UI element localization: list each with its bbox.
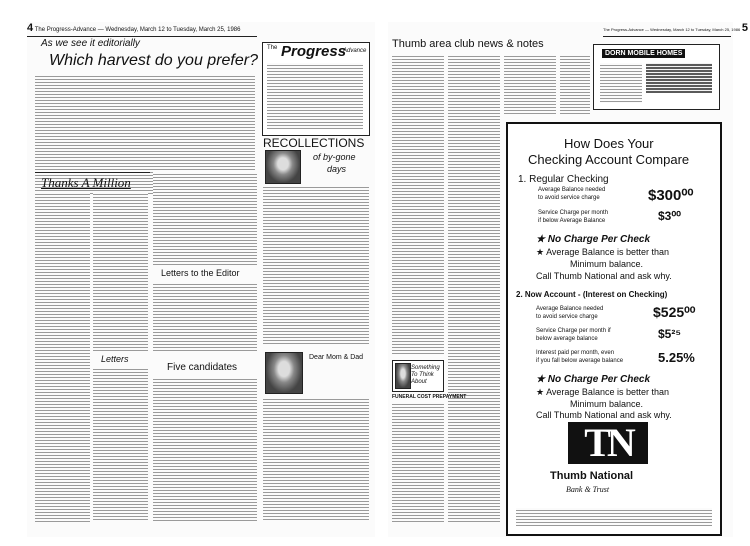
club-column-4: [560, 54, 590, 114]
bank-name: Thumb National: [550, 470, 634, 482]
s1-point-2b: Minimum balance.: [570, 259, 644, 269]
bank-branches: [516, 508, 712, 526]
s2-point-2b: Minimum balance.: [570, 399, 644, 409]
mobile-home-drawing: [646, 63, 712, 93]
left-folio: [27, 22, 240, 34]
funeral-heading: FUNERAL COST PREPAYMENT: [392, 394, 467, 400]
masthead-prefix: The: [267, 45, 278, 51]
thanks-column-1: [35, 192, 90, 522]
s1-fee-amount: $3⁰⁰: [658, 209, 681, 223]
section-1-heading: 1. Regular Checking: [518, 174, 609, 185]
s1-avg-label-1: Average Balance needed: [538, 187, 606, 193]
ad-title-2: Checking Account Compare: [528, 152, 690, 167]
left-folio-text: The Progress-Advance — Wednesday, March 12 to Tuesday, March 25, 1986: [34, 27, 241, 33]
thanks-headline: Thanks A Million: [41, 175, 131, 190]
s2-avg-label-1: Average Balance needed: [536, 306, 604, 312]
thanks-rule: [35, 172, 150, 173]
dear-heading: Dear Mom & Dad: [309, 354, 364, 361]
bank-sub: Bank & Trust: [566, 485, 610, 494]
think-about-box: [392, 360, 444, 392]
five-candidates-heading: Five candidates: [167, 362, 238, 373]
thanks-column-2: [93, 192, 148, 352]
s2-int-rate: 5.25%: [658, 350, 695, 365]
s2-fee-label-2: below average balance: [536, 336, 598, 342]
right-page-number: 5: [741, 22, 748, 34]
s1-avg-amount: $300⁰⁰: [648, 187, 694, 204]
ad-title-1: How Does Your: [564, 136, 654, 151]
bank-ad: [506, 122, 722, 536]
letters-to-editor-body: [153, 282, 257, 352]
masthead-name: Progress: [281, 43, 347, 60]
club-column-3: [504, 54, 556, 114]
masthead-suffix: Advance: [343, 48, 367, 54]
club-column-2: [448, 54, 500, 524]
letters-body: [93, 367, 148, 522]
s2-avg-amount: $525⁰⁰: [653, 304, 696, 320]
s1-call: Call Thumb National and ask why.: [536, 271, 672, 281]
club-column-1: [392, 54, 444, 354]
s1-fee-label-2: if below Average Balance: [538, 218, 606, 224]
club-news-headline: Thumb area club news & notes: [392, 38, 544, 50]
letters-heading: Letters: [101, 354, 129, 364]
right-newspaper-page: [388, 22, 748, 537]
s2-call: Call Thumb National and ask why.: [536, 410, 672, 420]
left-newspaper-page: [27, 22, 375, 537]
letters-to-editor-heading: Letters to the Editor: [161, 268, 240, 278]
think-about-title: Something To Think About: [411, 365, 440, 385]
recollections-body: [263, 185, 369, 345]
folio-rule: [27, 36, 257, 37]
center-story: [153, 172, 257, 267]
mobile-homes-text: [600, 63, 642, 103]
masthead-box: [262, 42, 370, 136]
s2-fee-label-1: Service Charge per month if: [536, 328, 611, 334]
recollections-photo: [265, 150, 301, 184]
editorial-headline: Which harvest do you prefer?: [49, 52, 258, 69]
right-folio-rule: [603, 36, 731, 37]
s1-fee-label-1: Service Charge per month: [538, 210, 609, 216]
candidates-body: [153, 377, 257, 522]
thumb-national-logo: TN: [568, 422, 648, 464]
section-2-heading: 2. Now Account - (Interest on Checking): [516, 290, 668, 299]
s2-int-label-2: if you fall below average balance: [536, 358, 624, 364]
editorial-tag: As we see it editorially: [41, 38, 140, 49]
funeral-body: [392, 402, 444, 524]
right-folio-text: The Progress-Advance — Wednesday, March 12 to Tuesday, March 25, 1986: [603, 27, 741, 32]
s2-avg-label-2: to avoid service charge: [536, 314, 598, 320]
s2-point-1: ★ No Charge Per Check: [536, 374, 650, 385]
right-folio: [603, 22, 748, 34]
columnist-photo: [265, 352, 303, 394]
recollections-subtitle-1: of by-gone: [313, 152, 356, 162]
mobile-homes-ad: [593, 44, 720, 110]
columnist-body: [263, 397, 369, 522]
left-page-number: 4: [27, 22, 34, 34]
think-about-photo: [395, 363, 411, 389]
s1-point-2a: ★ Average Balance is better than: [536, 247, 669, 257]
masthead-staff-list: [267, 63, 363, 129]
s2-fee-amount: $5²⁵: [658, 327, 681, 341]
s1-avg-label-2: to avoid service charge: [538, 195, 600, 201]
recollections-title: RECOLLECTIONS: [263, 136, 365, 150]
s1-point-1: ★ No Charge Per Check: [536, 234, 650, 245]
s2-int-label-1: Interest paid per month, even: [536, 350, 615, 356]
recollections-subtitle-2: days: [327, 164, 347, 174]
mobile-homes-title: DORN MOBILE HOMES: [602, 49, 685, 58]
s2-point-2a: ★ Average Balance is better than: [536, 387, 669, 397]
